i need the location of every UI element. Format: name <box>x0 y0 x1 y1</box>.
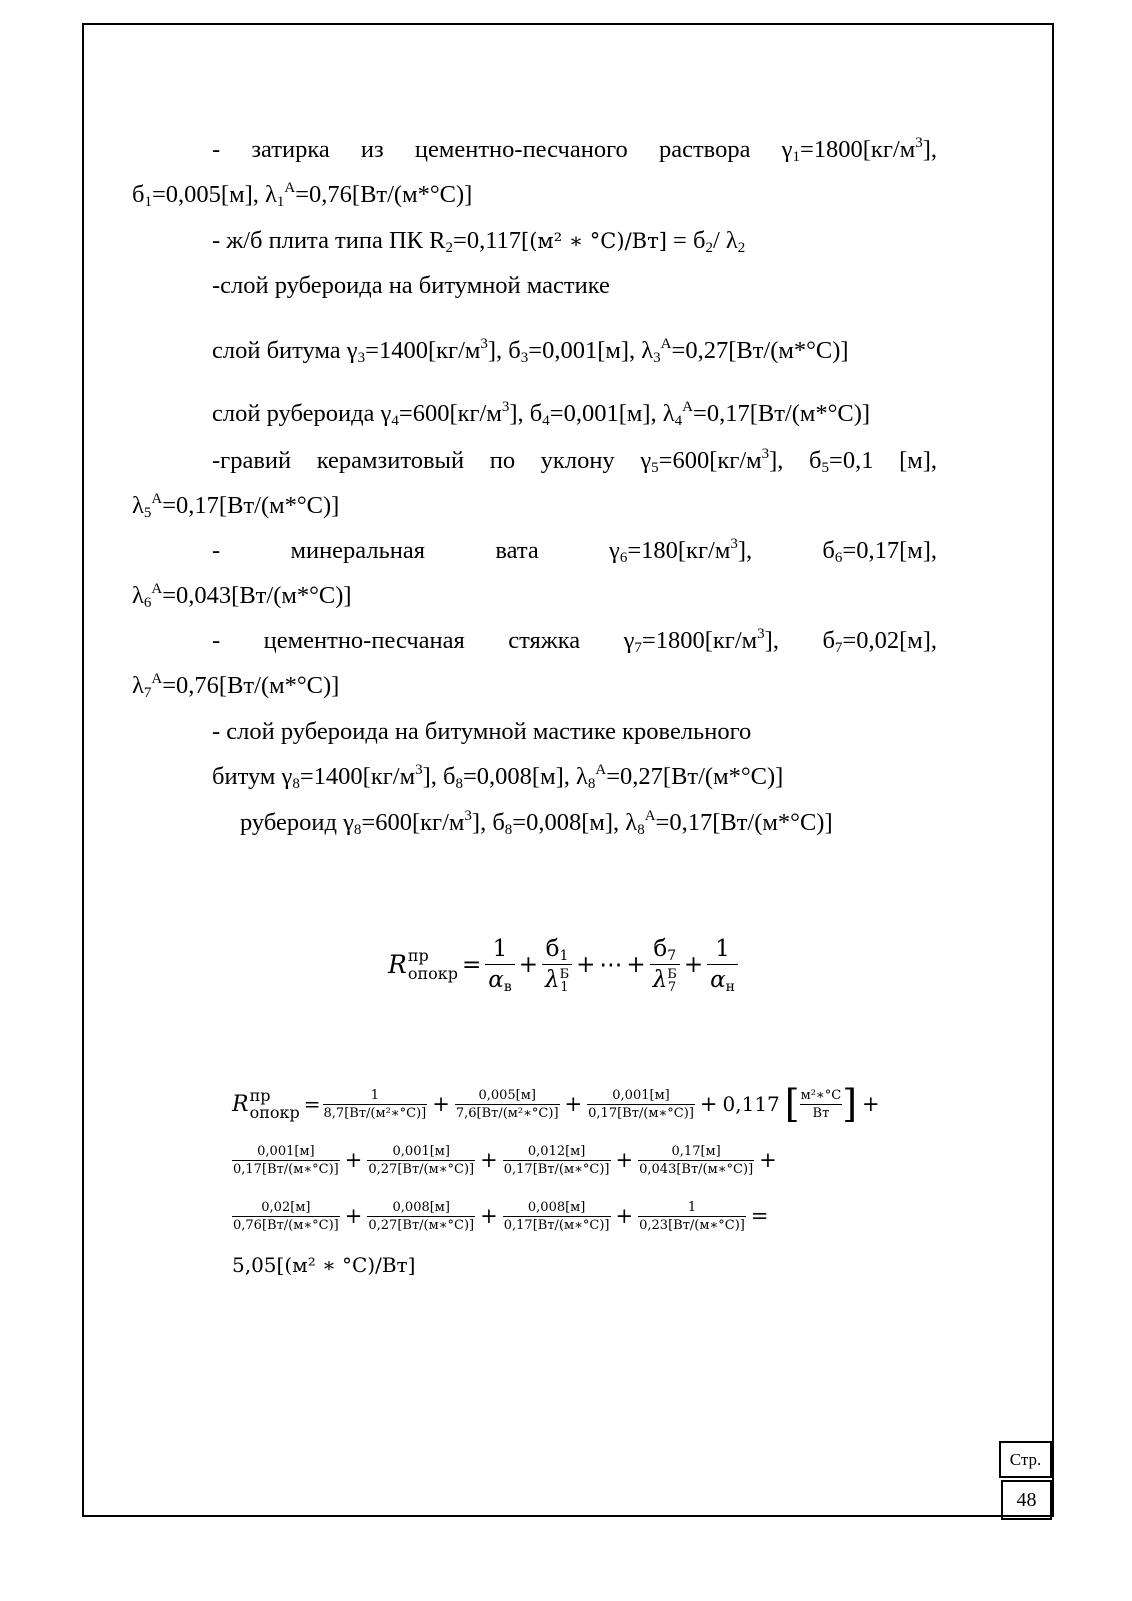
formula-row-3: $\frac{0,02[м]}{0,76[Вт/(м∗^\circ С)]}$ + $\frac{0,008[м]}{0,27[Вт/(м∗^\circ С)]}$ + $\frac{0,008[м]}{0,17[Вт/(м∗^\circ С)]}$ + $\frac{1}{0,23[Вт/(м∗^\circ С)]}$ = <box>233 1199 769 1233</box>
text-line-4: -слой рубероида на битумной мастике <box>212 272 610 299</box>
text-line-1: - затирка из цементно-песчаного раствора $\gamma_1=1800[кг/м^3]$, <box>212 135 937 165</box>
fraction: $\frac{0,008[м]}{0,27[Вт/(м∗^\circ С)]}$ <box>368 1199 475 1233</box>
text-line-3: - ж/б плита типа ПК $R_2=0,117[(м^2$ ∗ $^\circ С)/Вт] = б_2/$ $\lambda_2$ <box>212 227 746 256</box>
text-line-9: - минеральная вата $\gamma_6=180[кг/м^3]$, $б_6=0,17[м]$, <box>212 536 938 566</box>
fraction: $\frac{0,17[м]}{0,043[Вт/(м∗^\circ С)]}$ <box>639 1143 754 1177</box>
formula-row-2: $\frac{0,001[м]}{0,17[Вт/(м∗^\circ С)]}$ + $\frac{0,001[м]}{0,27[Вт/(м∗^\circ С)]}$ + $\frac{0,012[м]}{0,17[Вт/(м∗^\circ С)]}$ + $\frac{0,17[м]}{0,043[Вт/(м∗^\circ С)]}$ + <box>233 1143 777 1177</box>
fraction-1-over-alpha-out: $\frac{1}{\alpha_н}$ <box>707 934 738 995</box>
fraction: $\frac{0,001[м]}{0,27[Вт/(м∗^\circ С)]}$ <box>368 1143 475 1177</box>
page-number-box <box>1001 1480 1052 1520</box>
fraction: $\frac{0,005[м]}{\text{7,6[Вт/(м²∗°С)]}}$ <box>455 1087 559 1121</box>
fraction: $\frac{0,001[м]}{0,17[Вт/(м∗^\circ С)]}$ <box>233 1143 339 1177</box>
unit-fraction: $\frac{\text{м²∗°С}}{Вт}$ <box>800 1087 842 1121</box>
fraction-b1-over-lambda1: $б_1$ λ Б 1 <box>542 934 572 995</box>
text-line-14: битум $\gamma_8=1400[кг/м^3]$, $б_8=0,008[м]$, $\lambda_8^А=0,27[Вт/(м*^\circ С)]$ <box>212 762 784 792</box>
formula-result: 5,05[(м² ∗ °С)/Вт] <box>232 1253 416 1277</box>
fraction: $\frac{0,001[м]}{0,17[Вт/(м∗^\circ С)]}$ <box>588 1087 694 1121</box>
fraction-b7-over-lambda7: $б_7$ λ Б 7 <box>650 934 680 995</box>
fraction: $\frac{0,012[м]}{0,17[Вт/(м∗^\circ С)]}$ <box>503 1143 610 1177</box>
fraction: $\frac{1}{\text{8,7[Вт/(м²∗°С)]}}$ <box>323 1087 427 1121</box>
formula-general: R пр опокр = $\frac{1}{\alpha_в}$ + $б_1$ λ Б 1 + ⋯ + $б_7$ λ Б 7 + $\frac{1}{\alpha_н}$ <box>388 934 738 995</box>
fraction-1-over-alpha-in: $\frac{1}{\alpha_в}$ <box>485 934 514 995</box>
text-line-10: $\lambda_6^А=0,043[Вт/(м*^\circ С)]$ <box>132 581 352 611</box>
page-number-label-box <box>999 1441 1052 1478</box>
text-line-5: слой битума $\gamma_3=1400[кг/м^3]$, $б_3=0,001[м]$, $\lambda_3^А=0,27[Вт/(м*^\circ С)]$ <box>212 336 849 366</box>
text-line-12: $\lambda_7^А=0,76[Вт/(м*^\circ С)]$ <box>132 671 340 701</box>
text-line-13: - слой рубероида на битумной мастике кровельного <box>212 718 752 745</box>
text-line-7: -гравий керамзитовый по уклону $\gamma_5=600[кг/м^3]$, $б_5=0,1$ [м], <box>212 446 938 476</box>
fraction: $\frac{0,008[м]}{0,17[Вт/(м∗^\circ С)]}$ <box>503 1199 610 1233</box>
formula-calculation <box>232 1080 912 1290</box>
text-line-2: $б_1=0,005[м]$, $\lambda_1^А=0,76[Вт/(м*^\circ С)]$ <box>132 180 473 210</box>
fraction: $\frac{0,02[м]}{0,76[Вт/(м∗^\circ С)]}$ <box>233 1199 339 1233</box>
page-number-label: Стр. <box>1009 1450 1042 1469</box>
formula-row-1: R пр опокр = $\frac{1}{\text{8,7[Вт/(м²∗°С)]}}$ + $\frac{0,005[м]}{\text{7,6[Вт/(м²∗°С)]}}$ + $\frac{0,001[м]}{0,17[Вт/(м∗^\circ С)]}$ + 0,117 [ $\frac{\text{м²∗°С}}{Вт}$ ] + <box>232 1082 880 1126</box>
text-line-6: слой рубероида $\gamma_4=600[кг/м^3]$, $б_4=0,001[м]$, $\lambda_4^А=0,17[Вт/(м*^\circ С)]$ <box>212 399 871 429</box>
text-line-8: $\lambda_5^А=0,17[Вт/(м*^\circ С)]$ <box>132 491 340 521</box>
text-line-11: - цементно-песчаная стяжка $\gamma_7=1800[кг/м^3]$, $б_7=0,02[м]$, <box>212 626 938 656</box>
fraction: $\frac{1}{0,23[Вт/(м∗^\circ С)]}$ <box>639 1199 745 1233</box>
page-number: 48 <box>1016 1489 1037 1511</box>
text-line-15: рубероид $\gamma_8=600[кг/м^3]$, $б_8=0,008[м]$, $\lambda_8^А=0,17[Вт/(м*^\circ С)]$ <box>240 808 833 838</box>
